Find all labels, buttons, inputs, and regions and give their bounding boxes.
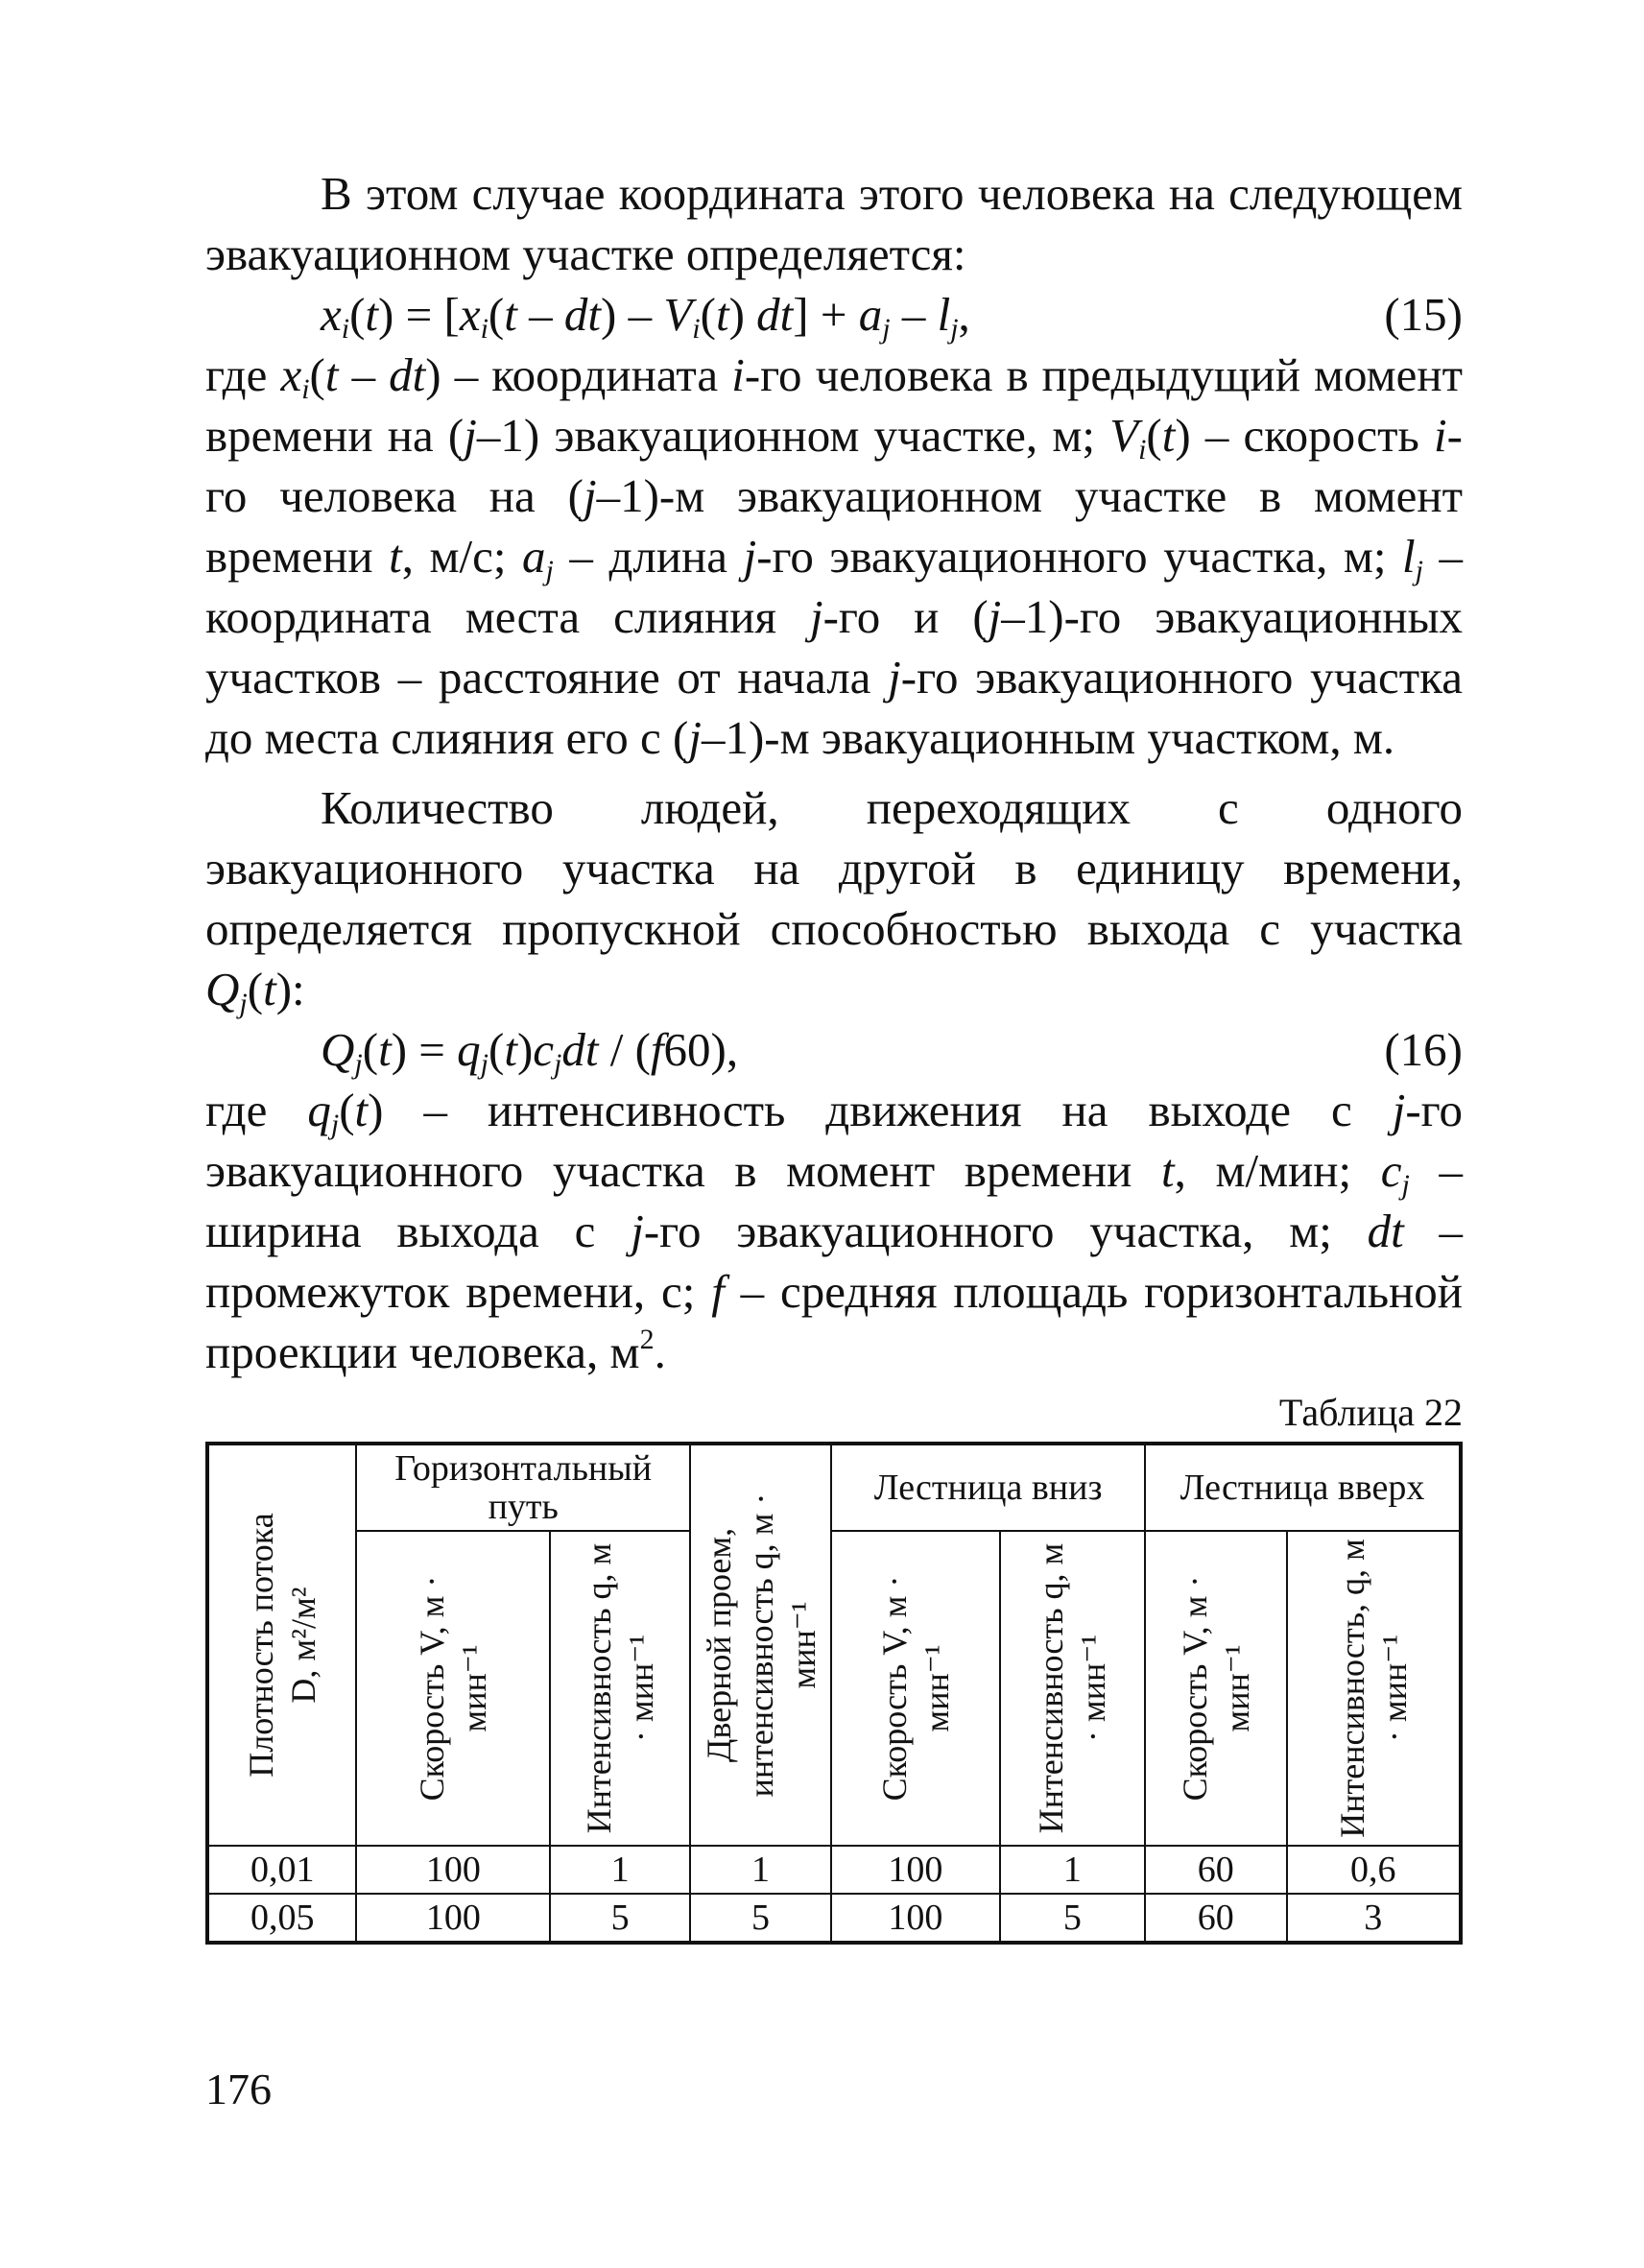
table-cell: 1 — [550, 1846, 690, 1894]
header-up-speed: Скорость V, м · мин⁻¹ — [1145, 1531, 1287, 1846]
table-cell: 5 — [1000, 1894, 1145, 1943]
equation-15 — [205, 284, 1463, 345]
header-density: Плотность потока D, м²/м² — [207, 1444, 356, 1846]
table-cell: 100 — [831, 1894, 999, 1943]
header-up-intensity: Интенсивность, q, м · мин⁻¹ — [1287, 1531, 1461, 1846]
header-stairs-up: Лестница вверх — [1145, 1444, 1461, 1531]
table-cell: 0,01 — [207, 1846, 356, 1894]
table-cell: 100 — [356, 1846, 550, 1894]
table-cell: 1 — [1000, 1846, 1145, 1894]
header-door: Дверной проем, интенсивность q, м · мин⁻¹ — [690, 1444, 831, 1846]
table-row — [207, 1846, 1461, 1894]
equation-15-number: (15) — [1384, 288, 1463, 341]
header-horizontal: Горизонтальный путь — [356, 1444, 690, 1531]
table-cell: 3 — [1287, 1894, 1461, 1943]
data-table — [205, 1442, 1463, 1945]
table-cell: 1 — [690, 1846, 831, 1894]
equation-15-body: $x_i(t) = [x_i(t - dt) - V_i(t) dt] + a_j - l_j$, — [321, 288, 970, 345]
header-down-intensity: Интенсивность q, м · мин⁻¹ — [1000, 1531, 1145, 1846]
header-stairs-down: Лестница вниз — [831, 1444, 1145, 1531]
table-cell: 100 — [831, 1846, 999, 1894]
table-cell: 0,6 — [1287, 1846, 1461, 1894]
table-cell: 0,05 — [207, 1894, 356, 1943]
table-cell: 60 — [1145, 1894, 1287, 1943]
table-caption: Таблица 22 — [1278, 1391, 1463, 1434]
table-cell: 5 — [550, 1894, 690, 1943]
table-cell: 60 — [1145, 1846, 1287, 1894]
header-horizontal-speed: Скорость V, м · мин⁻¹ — [356, 1531, 550, 1846]
header-down-speed: Скорость V, м · мин⁻¹ — [831, 1531, 999, 1846]
paragraph-1: В этом случае координата этого человека на следующем эвакуационном участке определяется: — [205, 167, 1463, 280]
equation-16 — [205, 1019, 1463, 1080]
header-horizontal-intensity: Интенсивность q, м · мин⁻¹ — [550, 1531, 690, 1846]
equation-16-number: (16) — [1384, 1023, 1463, 1076]
table-cell: 5 — [690, 1894, 831, 1943]
equation-16-body: $Q_j(t) = q_j(t)c_jdt / (f60)$, — [321, 1023, 739, 1080]
paragraph-2: где $x_i(t - dt)$ – координата i-го человека в предыдущий момент времени на (j–1) эвакуационном участке, м; $V_i(t)$ – скорость i-го человека на (j–1)-м эвакуационном участке в момент времени t, м/с; $a_j$ – длина j-го эвакуационного участка, м; $l_j$ – координата места слияния j-го и (j–1)-го эвакуационных участков – расстояние от начала j-го эвакуационного участка до места слияния его с (j–1)-м эвакуационным участком, м. — [205, 348, 1464, 764]
table-cell: 100 — [356, 1894, 550, 1943]
page-content — [205, 163, 1463, 1945]
table-row — [207, 1894, 1461, 1943]
paragraph-4: где $q_j(t)$ – интенсивность движения на выходе с j-го эвакуационного участка в момент времени t, м/мин; $c_j$ – ширина выхода с j-го эвакуационного участка, м; dt – промежуток времени, с; f – средняя площадь горизонтальной проекции человека, $м^2$. — [205, 1084, 1464, 1378]
page-number: 176 — [205, 2065, 272, 2113]
paragraph-3: Количество людей, переходящих с одного эвакуационного участка на другой в единицу времени, определяется пропускной способностью выхода с участка $Q_j(t)$: — [205, 781, 1463, 1019]
